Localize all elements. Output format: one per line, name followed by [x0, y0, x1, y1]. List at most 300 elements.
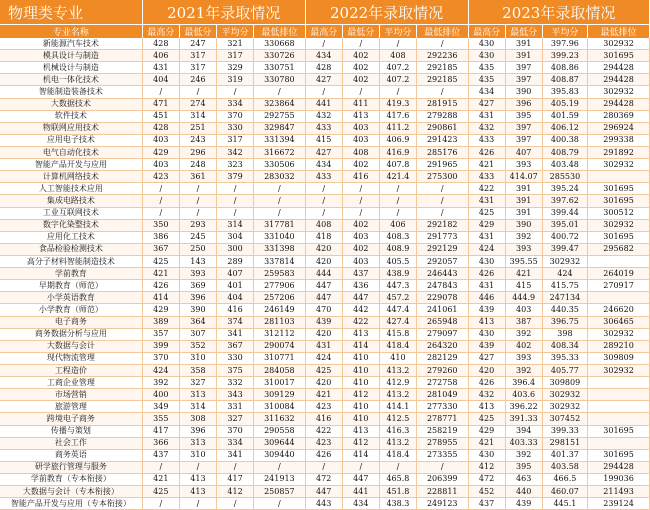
score-cell: /	[305, 461, 342, 473]
score-cell: 403	[142, 134, 179, 146]
score-cell: 433	[468, 134, 505, 146]
score-cell: 412	[216, 486, 253, 498]
score-cell: 391	[505, 195, 542, 207]
score-cell: 370	[216, 110, 253, 122]
score-cell: 313	[179, 437, 216, 449]
score-cell	[588, 292, 650, 304]
score-cell: /	[179, 195, 216, 207]
score-cell: 301695	[588, 195, 650, 207]
score-cell: 407.2	[379, 62, 416, 74]
score-cell: 292185	[416, 74, 468, 86]
score-cell: 440	[505, 486, 542, 498]
score-cell: 408	[305, 219, 342, 231]
score-cell: /	[142, 498, 179, 510]
score-cell: 415.8	[379, 328, 416, 340]
score-cell: 342	[216, 146, 253, 158]
score-cell: 292129	[416, 243, 468, 255]
score-cell: 300512	[588, 207, 650, 219]
score-cell: 429	[468, 219, 505, 231]
score-cell: 439	[505, 498, 542, 510]
score-cell: /	[254, 183, 306, 195]
score-cell: 441	[342, 486, 379, 498]
score-cell: 403.6	[505, 389, 542, 401]
score-cell: /	[342, 207, 379, 219]
col-max-score: 最高分	[305, 25, 342, 39]
score-cell: 317	[216, 134, 253, 146]
table-body	[0, 38, 650, 510]
score-cell: 257206	[254, 292, 306, 304]
score-cell: 399.33	[542, 425, 587, 437]
score-cell: 428	[142, 122, 179, 134]
table-row	[0, 183, 650, 195]
score-cell: /	[216, 461, 253, 473]
score-cell: 466.5	[542, 473, 587, 485]
major-name-cell: 新能源汽车技术	[0, 38, 142, 50]
score-cell: 399.23	[542, 50, 587, 62]
score-cell: 451.8	[379, 486, 416, 498]
score-cell: /	[216, 498, 253, 510]
score-cell: 410	[342, 377, 379, 389]
score-cell: 314	[179, 110, 216, 122]
score-cell: 323864	[254, 98, 306, 110]
major-name-cell: 早期教育（师范）	[0, 280, 142, 292]
score-cell: 420	[305, 377, 342, 389]
score-cell: 293	[179, 219, 216, 231]
score-cell: 414	[342, 340, 379, 352]
score-cell: 412.5	[379, 413, 416, 425]
score-cell: 367	[216, 340, 253, 352]
score-cell	[588, 413, 650, 425]
score-cell: 350	[142, 219, 179, 231]
score-cell: 393	[505, 159, 542, 171]
score-cell: 425	[468, 413, 505, 425]
table-row	[0, 195, 650, 207]
score-cell: 434	[305, 50, 342, 62]
col-avg-score: 平均分	[216, 25, 253, 39]
score-cell: 309809	[588, 352, 650, 364]
table-row	[0, 146, 650, 158]
table-row	[0, 62, 650, 74]
table-row	[0, 401, 650, 413]
major-name-cell: 电气自动化技术	[0, 146, 142, 158]
score-cell: 367	[142, 243, 179, 255]
score-cell: 310017	[254, 377, 306, 389]
score-cell: 420	[305, 328, 342, 340]
score-cell: 301695	[588, 183, 650, 195]
score-cell: 329847	[254, 122, 306, 134]
score-cell: 436	[342, 280, 379, 292]
score-cell: 289210	[588, 340, 650, 352]
score-cell: /	[142, 183, 179, 195]
score-cell: 247843	[416, 280, 468, 292]
score-cell: 277330	[416, 401, 468, 413]
score-cell: 390	[505, 86, 542, 98]
score-cell: 435	[468, 74, 505, 86]
score-cell: 395.55	[505, 255, 542, 267]
score-cell: 421	[142, 473, 179, 485]
score-cell: /	[379, 183, 416, 195]
score-cell: /	[379, 195, 416, 207]
score-cell: 393	[505, 243, 542, 255]
score-cell: 437	[142, 449, 179, 461]
score-cell: 415	[305, 134, 342, 146]
score-cell: 429	[142, 304, 179, 316]
score-cell: 423	[305, 401, 342, 413]
score-cell: 302932	[588, 86, 650, 98]
table-row	[0, 38, 650, 50]
score-cell: 413	[468, 316, 505, 328]
score-cell: 251	[179, 122, 216, 134]
score-cell: 442	[342, 304, 379, 316]
score-cell: 400.38	[542, 134, 587, 146]
score-cell: 431	[468, 195, 505, 207]
major-name-cell: 物联网应用技术	[0, 122, 142, 134]
score-cell: 443	[305, 498, 342, 510]
score-cell: 274	[179, 98, 216, 110]
score-cell: 306465	[588, 316, 650, 328]
major-name-cell: 学前教育（专本衔接）	[0, 473, 142, 485]
score-cell: 370	[216, 425, 253, 437]
score-cell: 447	[305, 292, 342, 304]
score-cell: 299338	[588, 134, 650, 146]
score-cell: 410	[342, 352, 379, 364]
score-cell: 282129	[416, 352, 468, 364]
score-cell: 413.2	[379, 437, 416, 449]
major-name-cell: 旅游管理	[0, 401, 142, 413]
score-cell: 405.5	[379, 255, 416, 267]
score-cell: 386	[142, 231, 179, 243]
header-row-columns	[0, 25, 650, 39]
score-cell: 439	[305, 316, 342, 328]
table-row	[0, 219, 650, 231]
score-cell: 432	[305, 110, 342, 122]
major-name-cell: 计算机网络技术	[0, 171, 142, 183]
score-cell: /	[254, 207, 306, 219]
score-cell: 330726	[254, 50, 306, 62]
score-cell: 417.6	[379, 110, 416, 122]
table-row	[0, 437, 650, 449]
score-cell: 415.75	[542, 280, 587, 292]
score-cell: 411.2	[379, 122, 416, 134]
score-cell: 239124	[588, 498, 650, 510]
score-cell: 317781	[254, 219, 306, 231]
score-cell: 422	[342, 316, 379, 328]
score-cell: 361	[179, 171, 216, 183]
table-row	[0, 389, 650, 401]
score-cell: /	[142, 195, 179, 207]
score-cell: 294428	[588, 461, 650, 473]
score-cell: 426	[468, 268, 505, 280]
score-cell: 445.1	[542, 498, 587, 510]
score-cell: 423	[305, 437, 342, 449]
table-row	[0, 255, 650, 267]
score-cell: 314	[179, 401, 216, 413]
score-cell: 390	[505, 219, 542, 231]
score-cell: 309644	[254, 437, 306, 449]
score-cell: 259583	[254, 268, 306, 280]
score-cell: 401.59	[542, 110, 587, 122]
score-cell: 427	[468, 352, 505, 364]
table-row	[0, 171, 650, 183]
table-row	[0, 340, 650, 352]
score-cell: /	[305, 183, 342, 195]
category-title: 物理类专业	[0, 0, 142, 25]
major-name-cell: 跨境电子商务	[0, 413, 142, 425]
score-cell: 408.9	[379, 243, 416, 255]
score-cell: 424	[542, 268, 587, 280]
score-cell: 199036	[588, 473, 650, 485]
score-cell: 290558	[254, 425, 306, 437]
score-cell: 403.48	[542, 159, 587, 171]
score-cell: 447	[342, 473, 379, 485]
score-cell: 277906	[254, 280, 306, 292]
score-cell: 272758	[416, 377, 468, 389]
score-cell: 241061	[416, 304, 468, 316]
score-cell: 265948	[416, 316, 468, 328]
score-cell: 418.4	[379, 449, 416, 461]
score-cell: 399.47	[542, 243, 587, 255]
score-cell: 392	[505, 364, 542, 376]
score-cell: 278955	[416, 437, 468, 449]
score-cell: 403.58	[542, 461, 587, 473]
score-cell: /	[254, 86, 306, 98]
score-cell: 433	[468, 171, 505, 183]
score-cell: 416.9	[379, 146, 416, 158]
score-cell: 301695	[588, 449, 650, 461]
score-cell: 402	[342, 74, 379, 86]
score-cell: 425	[468, 207, 505, 219]
score-cell: /	[142, 461, 179, 473]
major-name-cell: 学前教育	[0, 268, 142, 280]
table-row	[0, 316, 650, 328]
score-cell: 211493	[588, 486, 650, 498]
score-cell: 358	[179, 364, 216, 376]
major-name-cell: 大数据技术	[0, 98, 142, 110]
score-cell	[588, 437, 650, 449]
score-cell: 309440	[254, 449, 306, 461]
score-cell: 396	[179, 292, 216, 304]
score-cell: 290861	[416, 122, 468, 134]
table-row	[0, 425, 650, 437]
table-row	[0, 268, 650, 280]
major-name-cell: 应用化工技术	[0, 231, 142, 243]
major-column-header: 专业名称	[0, 25, 142, 39]
score-cell: 366	[142, 437, 179, 449]
table-row	[0, 243, 650, 255]
score-cell: 426	[468, 146, 505, 158]
score-cell: 402	[505, 340, 542, 352]
col-avg-score: 平均分	[542, 25, 587, 39]
score-cell: 435	[468, 62, 505, 74]
score-cell: 313	[179, 389, 216, 401]
score-cell: 316672	[254, 146, 306, 158]
score-cell: /	[342, 38, 379, 50]
score-cell: 406	[379, 219, 416, 231]
score-cell: 422	[305, 425, 342, 437]
score-cell: 397.96	[542, 38, 587, 50]
score-cell: 426	[142, 280, 179, 292]
score-cell: 437	[342, 268, 379, 280]
score-cell: 429	[142, 146, 179, 158]
score-cell: 392	[505, 449, 542, 461]
score-cell: 307452	[542, 413, 587, 425]
score-cell: 294428	[588, 74, 650, 86]
score-cell: 270917	[588, 280, 650, 292]
score-cell: /	[342, 195, 379, 207]
major-name-cell: 智能产品开发与应用（专本衔接）	[0, 498, 142, 510]
score-cell: 403	[142, 159, 179, 171]
score-cell: 250857	[254, 486, 306, 498]
score-cell: 301695	[588, 50, 650, 62]
score-cell: 352	[179, 340, 216, 352]
score-cell: 415	[505, 280, 542, 292]
score-cell: 421	[468, 159, 505, 171]
col-min-score: 最低分	[342, 25, 379, 39]
score-cell: 321	[216, 38, 253, 50]
table-row	[0, 110, 650, 122]
score-cell: 314	[216, 219, 253, 231]
score-cell: 438.3	[379, 498, 416, 510]
score-cell: 428	[305, 62, 342, 74]
score-cell: 291892	[588, 146, 650, 158]
score-cell: /	[379, 461, 416, 473]
score-cell: 395.01	[542, 219, 587, 231]
score-cell: 258219	[416, 425, 468, 437]
score-cell: 337814	[254, 255, 306, 267]
score-cell: 399	[142, 340, 179, 352]
score-cell: 310	[179, 352, 216, 364]
score-cell: 439	[468, 340, 505, 352]
score-cell: 392	[142, 377, 179, 389]
score-cell: 341	[216, 328, 253, 340]
score-cell: 332	[216, 377, 253, 389]
score-cell: 392	[505, 328, 542, 340]
score-cell: 331398	[254, 243, 306, 255]
col-min-rank: 最低排位	[254, 25, 306, 39]
score-cell: 421.4	[379, 171, 416, 183]
score-cell: 402	[342, 219, 379, 231]
score-cell: 414	[342, 449, 379, 461]
score-cell: 330	[216, 352, 253, 364]
col-min-score: 最低分	[505, 25, 542, 39]
score-cell: 437	[468, 498, 505, 510]
score-cell: 330	[216, 122, 253, 134]
table-row	[0, 292, 650, 304]
score-cell: 391	[505, 207, 542, 219]
score-cell: 334	[216, 98, 253, 110]
score-cell: 427	[468, 98, 505, 110]
score-cell: 323	[216, 159, 253, 171]
score-cell: 330668	[254, 38, 306, 50]
score-cell: 424	[468, 243, 505, 255]
score-cell: 331394	[254, 134, 306, 146]
major-name-cell: 市场营销	[0, 389, 142, 401]
major-name-cell: 商务英语	[0, 449, 142, 461]
score-cell: 389	[142, 316, 179, 328]
score-cell: 311632	[254, 413, 306, 425]
score-cell: 292755	[254, 110, 306, 122]
score-cell: 402	[342, 62, 379, 74]
score-cell: 407.8	[379, 159, 416, 171]
score-cell: 413.2	[379, 389, 416, 401]
score-cell: 431	[305, 340, 342, 352]
score-cell: 241913	[254, 473, 306, 485]
year-2023-header: 2023年录取情况	[468, 0, 649, 25]
score-cell: 406	[142, 50, 179, 62]
score-cell: 400.72	[542, 231, 587, 243]
major-name-cell: 智能产品开发与应用	[0, 159, 142, 171]
score-cell: 404	[216, 292, 253, 304]
score-cell: 406.12	[542, 122, 587, 134]
major-name-cell: 机械设计与制造	[0, 62, 142, 74]
table-row	[0, 473, 650, 485]
score-cell: 395.33	[542, 352, 587, 364]
major-name-cell: 模具设计与制造	[0, 50, 142, 62]
score-cell: 413.2	[379, 364, 416, 376]
score-cell: 423	[142, 171, 179, 183]
major-name-cell: 工程造价	[0, 364, 142, 376]
score-cell: 279097	[416, 328, 468, 340]
score-cell: 246620	[588, 304, 650, 316]
score-cell: 264320	[416, 340, 468, 352]
score-cell: 302932	[588, 364, 650, 376]
score-cell: 292236	[416, 50, 468, 62]
col-max-score: 最高分	[142, 25, 179, 39]
score-cell: /	[254, 498, 306, 510]
score-cell: 302932	[542, 255, 587, 267]
score-cell: /	[379, 207, 416, 219]
score-cell: 412	[342, 437, 379, 449]
score-cell: 422	[468, 183, 505, 195]
score-cell: 427	[305, 146, 342, 158]
score-cell: 396	[179, 425, 216, 437]
score-cell: 428	[142, 38, 179, 50]
score-cell: 427.4	[379, 316, 416, 328]
score-cell: 330751	[254, 62, 306, 74]
major-name-cell: 集成电路技术	[0, 195, 142, 207]
score-cell: 401.37	[542, 449, 587, 461]
score-cell: 392	[505, 231, 542, 243]
score-cell: 379	[216, 171, 253, 183]
score-cell: 396.4	[505, 377, 542, 389]
score-cell: 246	[179, 74, 216, 86]
score-cell: 430	[468, 255, 505, 267]
major-name-cell: 工业互联网技术	[0, 207, 142, 219]
score-cell: 300	[216, 243, 253, 255]
score-cell: 463	[505, 473, 542, 485]
table-row	[0, 377, 650, 389]
score-cell: 416	[216, 304, 253, 316]
major-name-cell: 机电一体化技术	[0, 74, 142, 86]
score-cell: 403.33	[505, 437, 542, 449]
major-name-cell: 食品检验检测技术	[0, 243, 142, 255]
table-row	[0, 231, 650, 243]
score-cell: 447	[305, 280, 342, 292]
score-cell: 397	[505, 62, 542, 74]
score-cell: 247134	[542, 292, 587, 304]
score-cell: 447	[342, 292, 379, 304]
score-cell: 310084	[254, 401, 306, 413]
score-cell: 349	[142, 401, 179, 413]
table-row	[0, 122, 650, 134]
score-cell: 395	[505, 110, 542, 122]
score-cell: 402	[342, 159, 379, 171]
score-cell: 420	[305, 255, 342, 267]
score-cell: 294428	[588, 98, 650, 110]
score-cell: 407	[216, 268, 253, 280]
score-cell: 403	[342, 255, 379, 267]
score-cell: /	[342, 86, 379, 98]
